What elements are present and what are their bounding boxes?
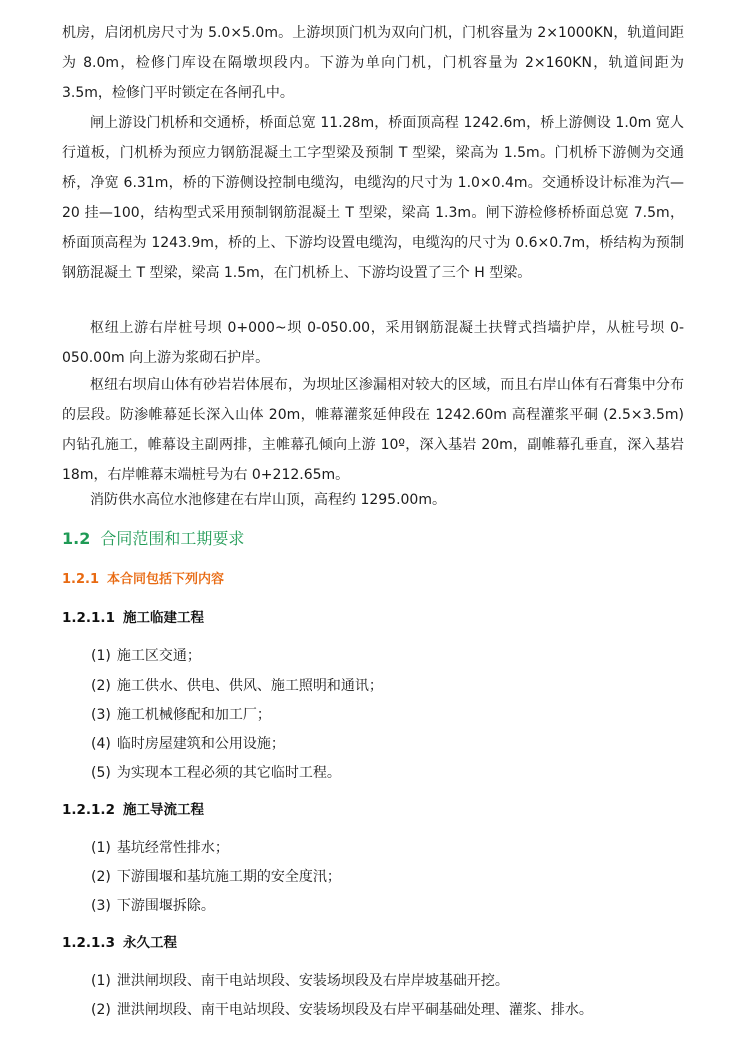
paragraph-bridges: 闸上游设门机桥和交通桥，桥面总宽 11.28m，桥面顶高程 1242.6m，桥上游侧设 1.0m 宽人行道板，门机桥为预应力钢筋混凝土工字型梁及预制 T 型梁，梁高为 1.5m。门机桥下游侧为交通桥，净宽 6.31m，桥的下游侧设控制电缆沟，电缆沟的尺寸为 1.0×0.4m。交通桥设计标准为汽—20 挂—100，结构型式采用预制钢筋混凝土 T 型梁，梁高 1.3m。闸下游检修桥桥面总宽 7.5m，桥面顶高程为 1243.9m，桥的上、下游均设置电缆沟，电缆沟的尺寸为 0.6×0.7m，桥结构为预制钢筋混凝土 T 型梁，梁高 1.5m，在门机桥上、下游均设置了三个 H 型梁。: [62, 115, 684, 281]
section-heading-1-2-1-1: [62, 608, 204, 628]
list-item: [91, 971, 509, 991]
list-item-text: 泄洪闸坝段、南干电站坝段、安装场坝段及右岸岸坡基础开挖。: [116, 973, 509, 989]
list-item: [91, 896, 215, 916]
list-item: [91, 734, 285, 754]
list-item-number: (3): [91, 898, 111, 914]
section-title: 本合同包括下列内容: [107, 572, 225, 587]
list-item-text: 施工区交通；: [116, 648, 201, 664]
list-item-text: 为实现本工程必须的其它临时工程。: [116, 765, 341, 781]
section-heading-1-2: [62, 527, 244, 551]
list-item-text: 基坑经常性排水；: [116, 840, 229, 856]
list-item-number: (3): [91, 707, 111, 723]
list-item-text: 泄洪闸坝段、南干电站坝段、安装场坝段及右岸平硐基础处理、灌浆、排水。: [116, 1002, 593, 1018]
section-heading-1-2-1-2: [62, 800, 204, 820]
list-item-text: 临时房屋建筑和公用设施；: [116, 736, 285, 752]
section-title: 合同范围和工期要求: [100, 529, 245, 548]
list-item-number: (2): [91, 1002, 111, 1018]
list-item-text: 下游围堰和基坑施工期的安全度汛；: [116, 869, 341, 885]
list-item: [91, 1000, 593, 1020]
list-item: [91, 867, 341, 887]
section-title: 施工临建工程: [122, 610, 204, 626]
section-heading-1-2-1-3: [62, 933, 177, 953]
list-item-number: (1): [91, 973, 111, 989]
list-item-number: (1): [91, 840, 111, 856]
list-item-text: 施工供水、供电、供风、施工照明和通讯；: [116, 678, 383, 694]
list-item-text: 施工机械修配和加工厂；: [116, 707, 271, 723]
list-item-text: 下游围堰拆除。: [116, 898, 215, 914]
list-item: [91, 763, 341, 783]
paragraph-fire-water-pool: 消防供水高位水池修建在右岸山顶，高程约 1295.00m。: [90, 492, 446, 508]
section-title: 永久工程: [122, 935, 177, 951]
list-item-number: (2): [91, 678, 111, 694]
section-number: 1.2.1: [62, 572, 100, 587]
list-item-number: (4): [91, 736, 111, 752]
list-item-number: (5): [91, 765, 111, 781]
section-number: 1.2.1.3: [62, 935, 115, 951]
paragraph-right-bank-protection: 枢纽上游右岸桩号坝 0+000~坝 0-050.00，采用钢筋混凝土扶臂式挡墙护岸，从桩号坝 0-050.00m 向上游为浆砌石护岸。: [62, 320, 684, 366]
section-number: 1.2.1.1: [62, 610, 115, 626]
list-item: [91, 838, 229, 858]
list-item: [91, 676, 383, 696]
section-number: 1.2: [62, 529, 91, 548]
list-item-number: (1): [91, 648, 111, 664]
paragraph-seepage-curtain: 枢纽右坝肩山体有砂岩岩体展布，为坝址区渗漏相对较大的区域，而且右岸山体有石膏集中分布的层段。防渗帷幕延长深入山体 20m，帷幕灌浆延伸段在 1242.60m 高程灌浆平硐 (2.5×3.5m) 内钻孔施工，帷幕设主副两排，主帷幕孔倾向上游 10º，深入基岩 20m，副帷幕孔垂直，深入基岩 18m，右岸帷幕末端桩号为右 0+212.65m。: [62, 377, 684, 483]
paragraph-gate-machine-room: 机房，启闭机房尺寸为 5.0×5.0m。上游坝顶门机为双向门机，门机容量为 2×1000KN，轨道间距为 8.0m，检修门库设在隔墩坝段内。下游为单向门机，门机容量为 2×160KN，轨道间距为 3.5m，检修门平时锁定在各闸孔中。: [62, 25, 684, 101]
list-item: [91, 705, 271, 725]
section-heading-1-2-1: [62, 570, 224, 590]
list-item: [91, 646, 201, 666]
section-number: 1.2.1.2: [62, 802, 115, 818]
list-item-number: (2): [91, 869, 111, 885]
section-title: 施工导流工程: [122, 802, 204, 818]
